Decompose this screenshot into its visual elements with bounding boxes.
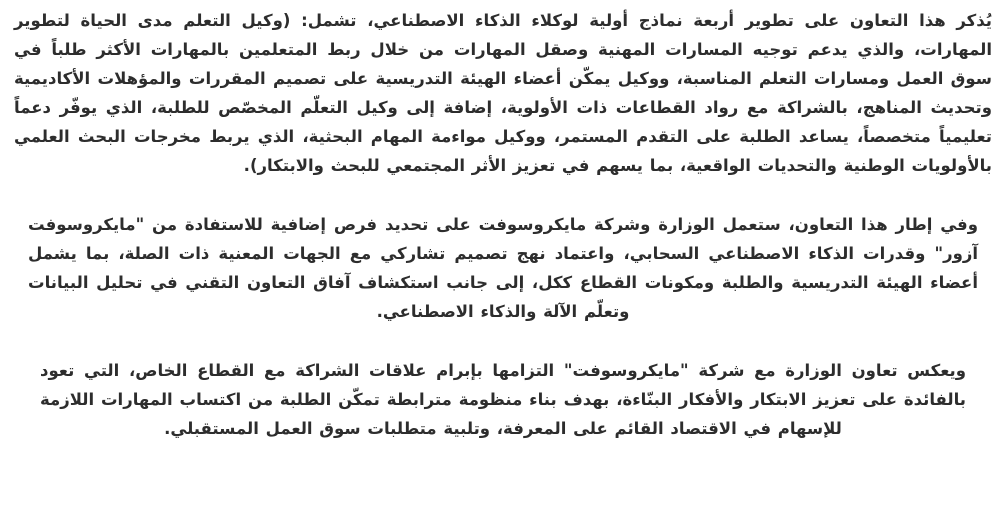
document-paragraph-1: يُذكر هذا التعاون على تطوير أربعة نماذج أولية لوكلاء الذكاء الاصطناعي، تشمل: (وكيل التعلم مدى الحياة لتطوير المهارات، والذي يدعم توجيه المسارات المهنية وصقل المهارات من خلال ربط المتعلمين بالمهارات الأكثر طلباً في سوق العمل ومسارات التعلم المناسبة، ووكيل يمكّن أعضاء الهيئة التدريسية على تصميم المقررات والمؤهلات الأكاديمية وتحديث المناهج، بالشراكة مع رواد القطاعات ذات الأولوية، إضافة إلى وكيل التعلّم المخصّص للطلبة، الذي يوفّر دعماً تعليمياً متخصصاً، يساعد الطلبة على التقدم المستمر، ووكيل مواءمة المهام البحثية، الذي يربط مخرجات البحث العلمي بالأولويات الوطنية والتحديات الواقعية، بما يسهم في تعزيز الأثر المجتمعي للبحث والابتكار). [14, 11, 992, 175]
document-paragraph-2: وفي إطار هذا التعاون، ستعمل الوزارة وشركة مايكروسوفت على تحديد فرص إضافية للاستفادة من "مايكروسوفت آزور" وقدرات الذكاء الاصطناعي السحابي، واعتماد نهج تصميم تشاركي مع الجهات المعنية ذات الصلة، بما يشمل أعضاء الهيئة التدريسية والطلبة ومكونات القطاع ككل، إلى جانب استكشاف آفاق التعاون التقني في تحليل البيانات وتعلّم الآلة والذكاء الاصطناعي. [28, 215, 978, 321]
document-paragraph-3: ويعكس تعاون الوزارة مع شركة "مايكروسوفت" التزامها بإبرام علاقات الشراكة مع القطاع الخاص، التي تعود بالفائدة على تعزيز الابتكار والأفكار البنّاءة، بهدف بناء منظومة مترابطة تمكّن الطلبة من اكتساب المهارات اللازمة للإسهام في الاقتصاد القائم على المعرفة، وتلبية متطلبات سوق العمل المستقبلي. [40, 361, 966, 438]
